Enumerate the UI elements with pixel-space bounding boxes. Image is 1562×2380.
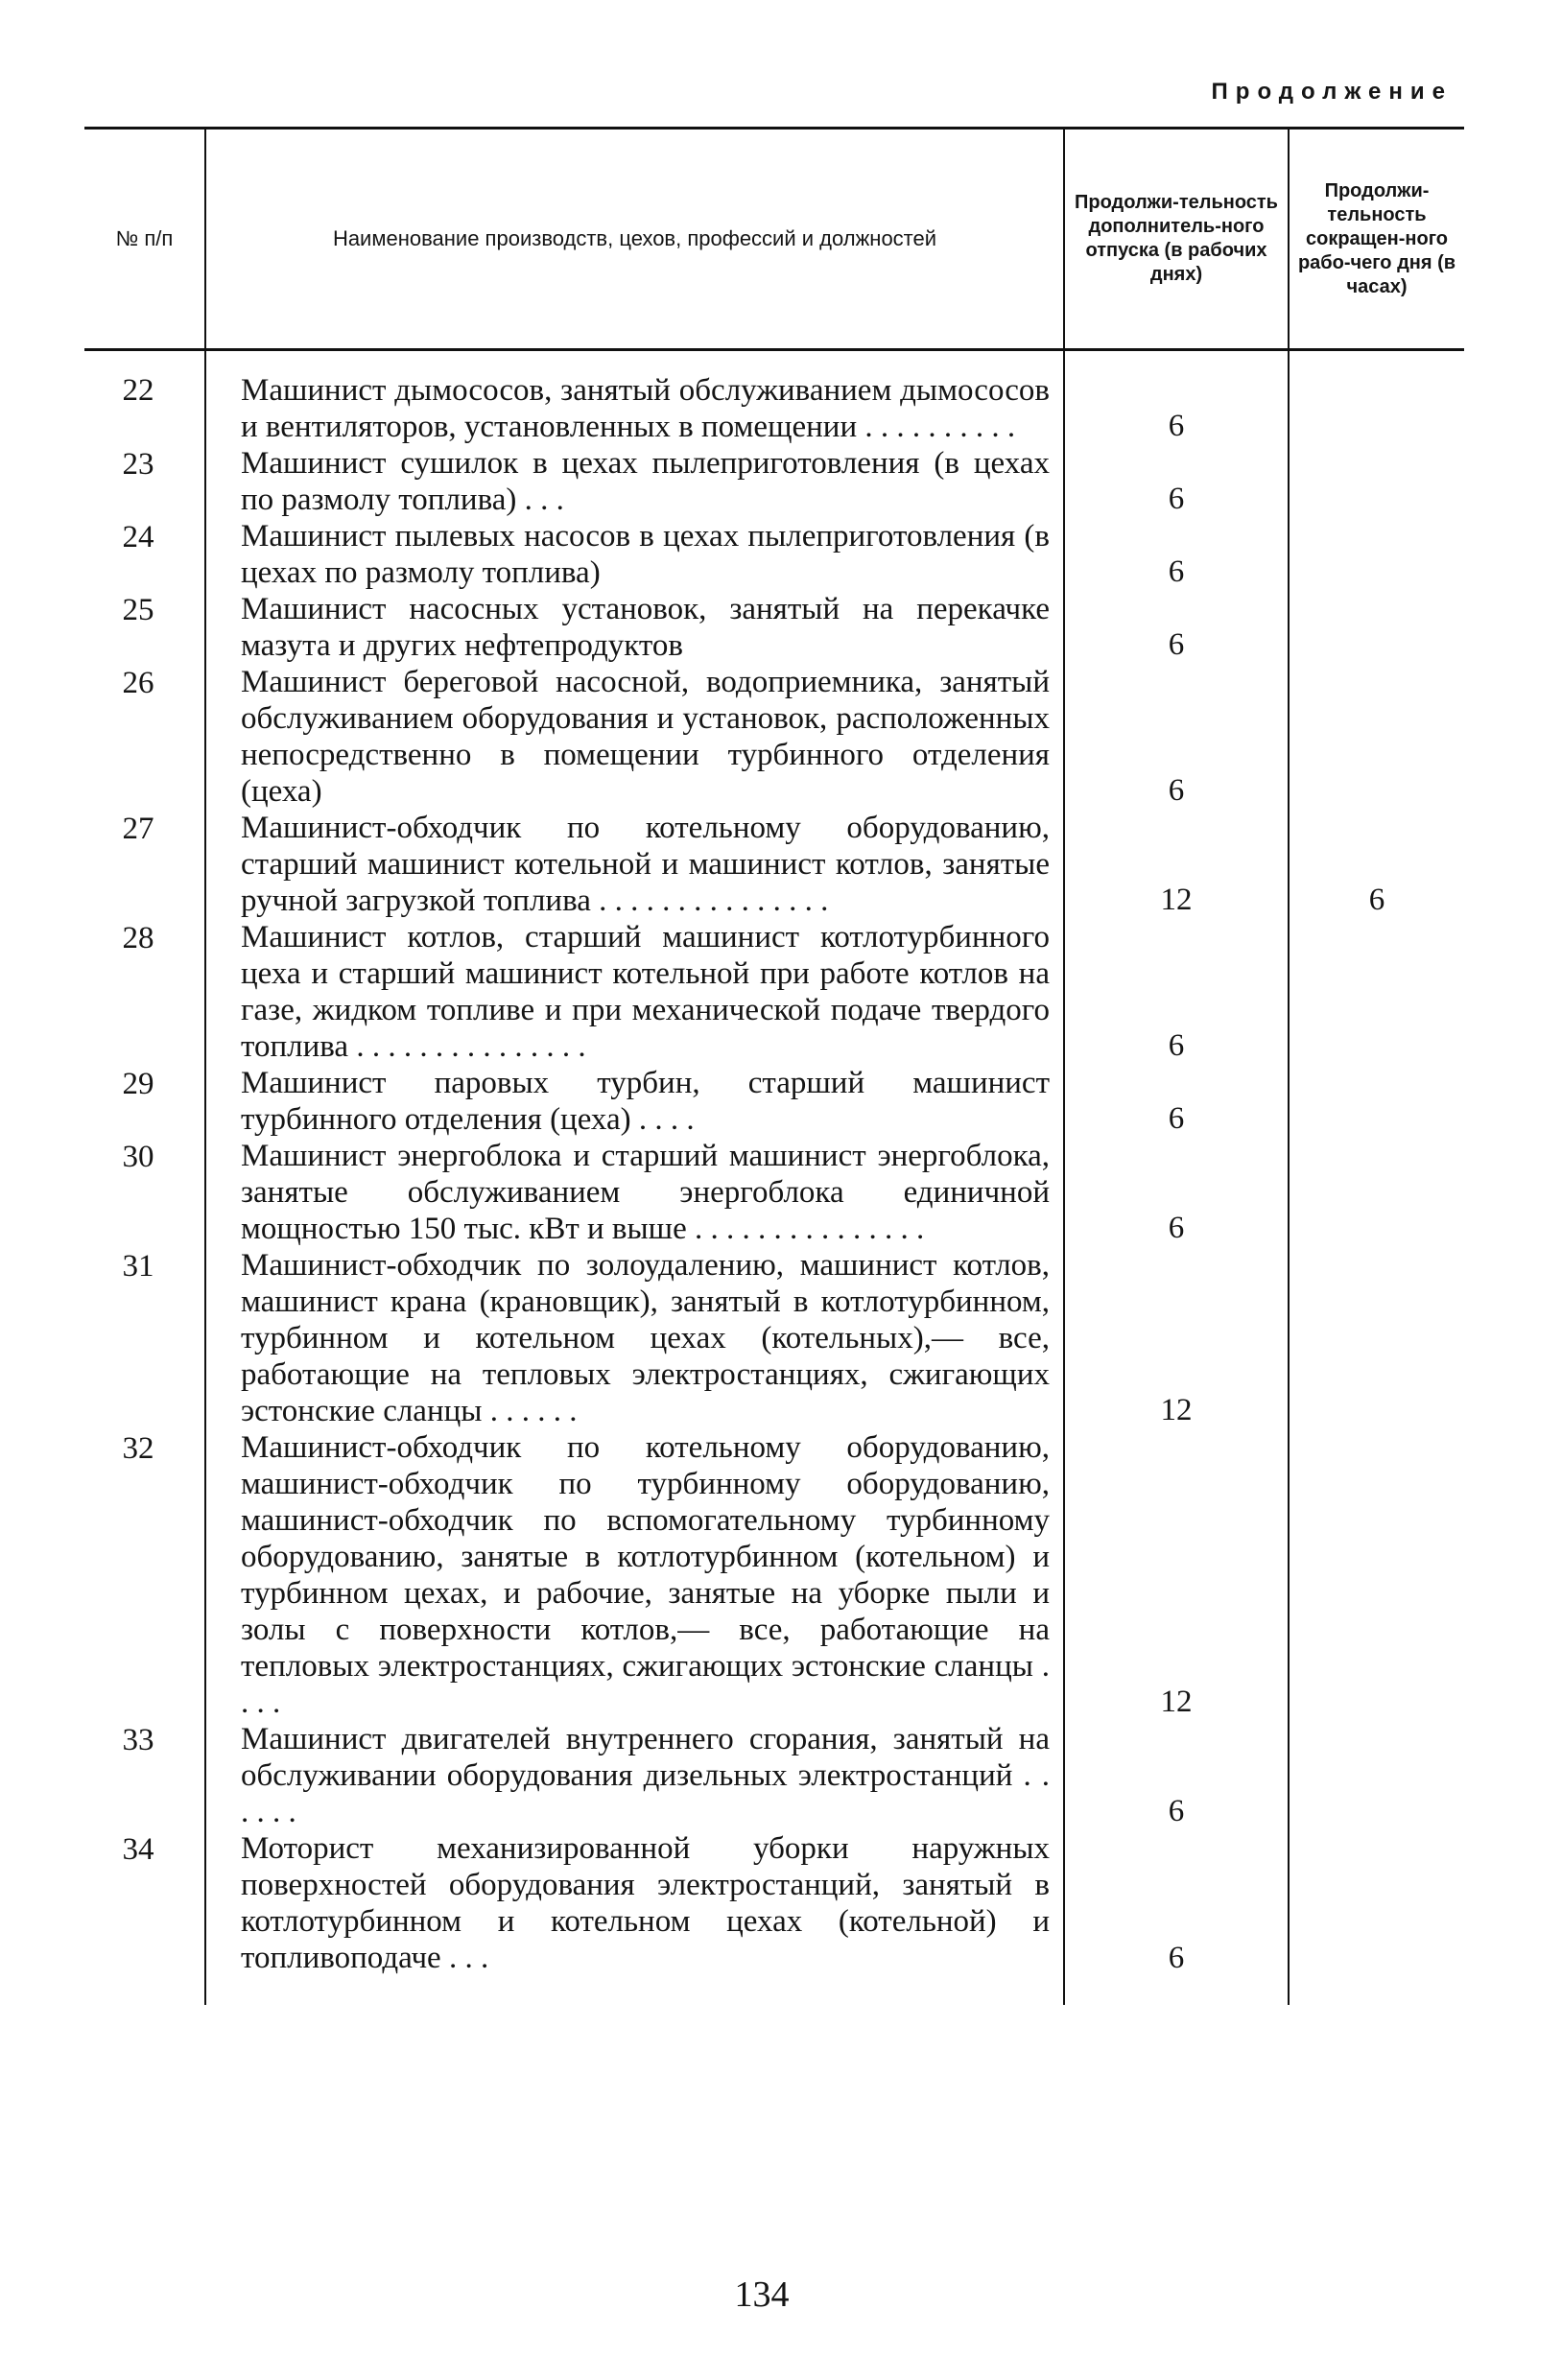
row-hours — [1289, 518, 1464, 591]
row-hours — [1289, 664, 1464, 810]
row-hours — [1289, 1065, 1464, 1138]
row-hours — [1289, 1721, 1464, 1830]
row-number: 28 — [84, 919, 205, 1065]
row-number: 22 — [84, 350, 205, 446]
row-vacation: 6 — [1064, 518, 1289, 591]
row-vacation: 6 — [1064, 350, 1289, 446]
row-name: Машинист сушилок в цехах пылеприготовления (в цехах по размолу топлива) . . . — [205, 445, 1064, 518]
row-name: Машинист энергоблока и старший машинист энергоблока, занятые обслуживанием энергоблока единичной мощностью 150 тыс. кВт и выше . . . . . . . . . . . . . . . — [205, 1138, 1064, 1247]
table-row — [84, 1429, 1464, 1721]
continuation-label: Продолжение — [1211, 79, 1453, 105]
table-row — [84, 664, 1464, 810]
header-vacation: Продолжи-тельность дополнитель-ного отпуска (в рабочих днях) — [1064, 129, 1289, 350]
header-hours: Продолжи-тельность сокращен-ного рабо-чего дня (в часах) — [1289, 129, 1464, 350]
table-row — [84, 350, 1464, 446]
row-vacation: 6 — [1064, 445, 1289, 518]
row-hours: 6 — [1368, 883, 1385, 917]
row-vacation: 6 — [1064, 919, 1289, 1065]
row-number: 23 — [84, 445, 205, 518]
table-row — [84, 919, 1464, 1065]
row-number: 31 — [84, 1247, 205, 1429]
row-vacation: 12 — [1064, 1429, 1289, 1721]
table-row — [84, 1830, 1464, 2005]
row-vacation: 12 — [1064, 810, 1289, 919]
row-name: Машинист пылевых насосов в цехах пылеприготовления (в цехах по размолу топлива) — [205, 518, 1064, 591]
row-vacation: 6 — [1064, 664, 1289, 810]
row-hours — [1289, 591, 1464, 664]
header-number: № п/п — [84, 129, 205, 350]
table-row — [84, 518, 1464, 591]
row-number: 26 — [84, 664, 205, 810]
table-row — [84, 1065, 1464, 1138]
row-name: Машинист-обходчик по котельному оборудованию, машинист-обходчик по турбинному оборудованию, машинист-обходчик по вспомогательному турбинному оборудованию, занятые в котлотурбинном (котельном) и турбинном цехах, и рабочие, занятые на уборке пыли и золы с поверхности котлов,— все, работающие на тепловых электростанциях, сжигающих эстонские сланцы . . . . — [205, 1429, 1064, 1721]
row-name: Машинист котлов, старший машинист котлотурбинного цеха и старший машинист котельной при работе котлов на газе, жидком топливе и при механической подаче твердого топлива . . . . . . . . . . . . . . . — [205, 919, 1064, 1065]
row-hours — [1289, 1138, 1464, 1247]
table-row — [84, 445, 1464, 518]
row-name: Машинист-обходчик по золоудалению, машинист котлов, машинист крана (крановщик), занятый в котлотурбинном, турбинном и котельном цехах (котельных),— все, работающие на тепловых электростанциях, сжигающих эстонские сланцы . . . . . . — [205, 1247, 1064, 1429]
table-row — [84, 1138, 1464, 1247]
row-hours — [1289, 350, 1464, 446]
table-row — [84, 1247, 1464, 1429]
row-name: Машинист-обходчик по котельному оборудованию, старший машинист котельной и машинист котлов, занятые ручной загрузкой топлива . . . . . . . . . . . . . . . — [205, 810, 1064, 919]
row-hours — [1289, 1429, 1464, 1721]
row-hours — [1289, 445, 1464, 518]
row-number: 24 — [84, 518, 205, 591]
row-number: 29 — [84, 1065, 205, 1138]
row-name: Машинист береговой насосной, водоприемника, занятый обслуживанием оборудования и установок, расположенных непосредственно в помещении турбинного отделения (цеха) — [205, 664, 1064, 810]
row-hours — [1289, 919, 1464, 1065]
row-number: 33 — [84, 1721, 205, 1830]
row-name: Машинист двигателей внутреннего сгорания, занятый на обслуживании оборудования дизельных электростанций . . . . . . — [205, 1721, 1064, 1830]
row-vacation: 6 — [1064, 1065, 1289, 1138]
table-header-row — [84, 129, 1464, 350]
row-name: Машинист дымососов, занятый обслуживанием дымососов и вентиляторов, установленных в помещении . . . . . . . . . . — [205, 350, 1064, 446]
page-number: 134 — [734, 2274, 790, 2315]
row-vacation: 6 — [1064, 591, 1289, 664]
row-number: 25 — [84, 591, 205, 664]
row-vacation: 12 — [1064, 1247, 1289, 1429]
row-vacation: 6 — [1064, 1138, 1289, 1247]
row-number: 32 — [84, 1429, 205, 1721]
row-vacation: 6 — [1064, 1721, 1289, 1830]
row-vacation: 6 — [1064, 1830, 1289, 2005]
row-name: Моторист механизированной уборки наружных поверхностей оборудования электростанций, занятый в котлотурбинном и котельном цехах (котельной) и топливоподаче . . . — [205, 1830, 1064, 2005]
table-row — [84, 810, 1464, 919]
header-name: Наименование производств, цехов, профессий и должностей — [205, 129, 1064, 350]
row-hours — [1289, 1830, 1464, 2005]
table-row — [84, 1721, 1464, 1830]
row-number: 34 — [84, 1830, 205, 2005]
professions-table — [84, 127, 1464, 2005]
table-row — [84, 591, 1464, 664]
row-name: Машинист насосных установок, занятый на перекачке мазута и других нефтепродуктов — [205, 591, 1064, 664]
row-number: 27 — [84, 810, 205, 919]
row-number: 30 — [84, 1138, 205, 1247]
row-hours — [1289, 1247, 1464, 1429]
row-name: Машинист паровых турбин, старший машинист турбинного отделения (цеха) . . . . — [205, 1065, 1064, 1138]
